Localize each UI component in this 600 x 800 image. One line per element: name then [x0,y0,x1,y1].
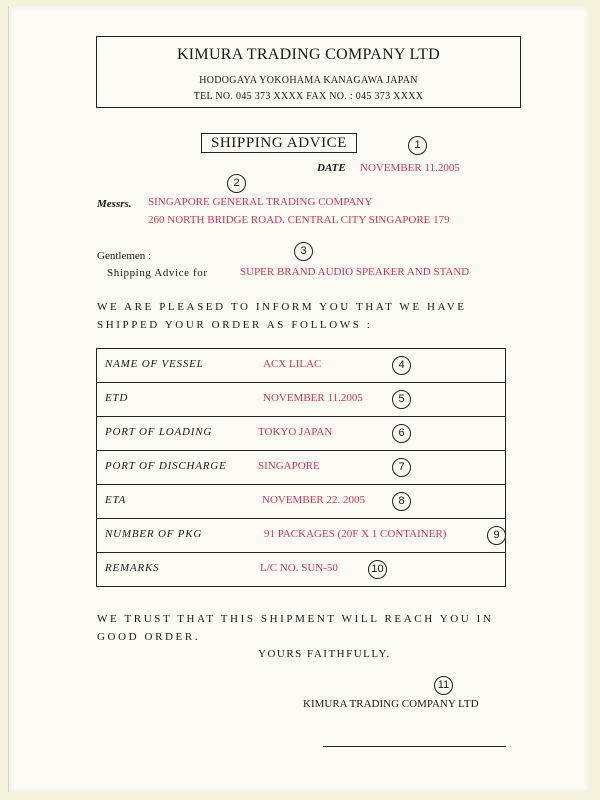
marker-3: 3 [294,242,313,261]
table-row [97,383,505,417]
company-name: KIMURA TRADING COMPANY LTD [176,46,441,63]
messrs-line-2: 260 NORTH BRIDGE ROAD. CENTRAL CITY SINGAPORE 179 [148,214,450,226]
row-marker: 9 [487,526,506,545]
row-label: PORT OF LOADING [105,426,213,438]
row-value: 91 PACKAGES (20F X 1 CONTAINER) [264,528,447,540]
company-header-box [96,36,521,108]
row-label: ETA [105,494,127,506]
row-value: TOKYO JAPAN [258,426,333,438]
document-page [8,6,589,792]
row-label: PORT OF DISCHARGE [105,460,227,472]
row-label: REMARKS [105,562,160,574]
table-row [97,485,505,519]
date-value: NOVEMBER 11.2005 [360,162,460,174]
row-marker: 5 [392,390,411,409]
advice-value: SUPER BRAND AUDIO SPEAKER AND STAND [240,266,470,278]
shipment-details-table [96,348,506,587]
row-value: NOVEMBER 22. 2005 [262,494,365,506]
signature-line [323,746,506,747]
marker-2: 2 [227,174,246,193]
table-row [97,349,505,383]
date-label: DATE [317,162,346,174]
marker-1: 1 [408,136,427,155]
row-value: ACX LILAC [263,358,322,370]
table-row [97,451,505,485]
advice-label: Shipping Advice for [107,267,208,279]
company-tel-fax: TEL NO. 045 373 XXXX FAX NO. : 045 373 XXXX [193,91,424,102]
row-marker: 10 [368,560,387,579]
row-value: SINGAPORE [258,460,320,472]
row-marker: 4 [392,356,411,375]
row-value: NOVEMBER 11.2005 [263,392,363,404]
row-marker: 7 [392,458,411,477]
table-row [97,519,505,553]
company-address: HODOGAYA YOKOHAMA KANAGAWA JAPAN [199,75,418,86]
row-label: NAME OF VESSEL [105,358,204,370]
table-row [97,553,505,587]
row-marker: 8 [392,492,411,511]
row-label: ETD [105,392,129,404]
row-marker: 6 [392,424,411,443]
pleased-line-1: WE ARE PLEASED TO INFORM YOU THAT WE HAVE [97,301,467,313]
signature-company: KIMURA TRADING COMPANY LTD [303,698,479,710]
pleased-line-2: SHIPPED YOUR ORDER AS FOLLOWS : [97,319,373,331]
trust-line-1: WE TRUST THAT THIS SHIPMENT WILL REACH YOU IN [97,613,494,625]
closing-yours-faithfully: YOURS FAITHFULLY. [258,648,391,660]
trust-line-2: GOOD ORDER. [97,631,201,643]
marker-11: 11 [434,676,453,695]
messrs-line-1: SINGAPORE GENERAL TRADING COMPANY [148,196,373,208]
table-row [97,417,505,451]
gentlemen-salutation: Gentlemen : [97,250,152,262]
row-label: NUMBER OF PKG [105,528,203,540]
messrs-label: Messrs. [97,198,132,210]
row-value: L/C NO. SUN-50 [260,562,338,574]
document-title: SHIPPING ADVICE [201,133,357,153]
